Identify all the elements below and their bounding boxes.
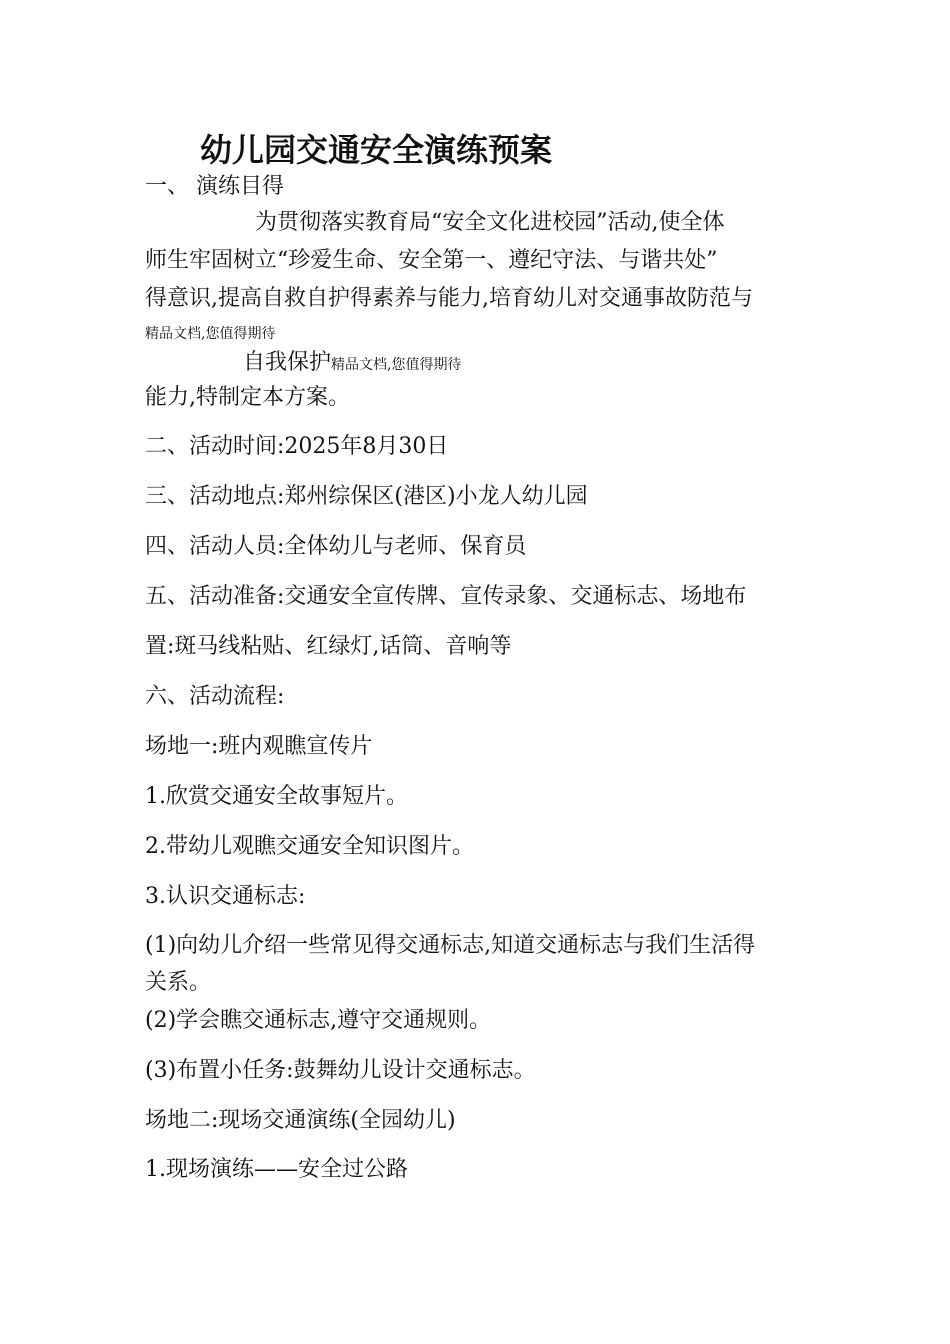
paragraph-fragment: 自我保护: [243, 350, 332, 375]
sub-list-item: (2)学会瞧交通标志,遵守交通规则。: [145, 1008, 492, 1033]
paragraph-line: 能力,特制定本方案。: [145, 385, 350, 410]
activity-preparation-cont: 置:斑马线粘贴、红绿灯,话筒、音响等: [145, 634, 512, 659]
venue-heading: 场地二:现场交通演练(全园幼儿): [145, 1108, 456, 1133]
activity-flow-heading: 六、活动流程:: [145, 684, 285, 709]
sub-list-item-cont: 关系。: [145, 970, 212, 995]
activity-time: 二、活动时间:2025年8月30日: [145, 434, 449, 459]
paragraph-line: 为贯彻落实教育局“安全文化进校园”活动,使全体: [255, 210, 725, 235]
activity-people: 四、活动人员:全体幼儿与老师、保育员: [145, 534, 527, 559]
paragraph-line: [243, 348, 461, 378]
paragraph-line: 得意识,提高自救自护得素养与能力,培育幼儿对交通事故防范与: [145, 286, 753, 311]
sub-list-item: (3)布置小任务:鼓舞幼儿设计交通标志。: [145, 1058, 536, 1083]
paragraph-line: 师生牢固树立“珍爱生命、安全第一、遵纪守法、与谐共处”: [145, 248, 718, 273]
section-heading-purpose: 一、 演练目得: [145, 174, 284, 199]
watermark-text: 精品文档,您值得期待: [145, 326, 276, 342]
list-item: 1.现场演练——安全过公路: [145, 1157, 408, 1182]
list-item: 3.认识交通标志:: [145, 884, 306, 909]
list-item: 1.欣赏交通安全故事短片。: [145, 784, 408, 809]
watermark-text: 精品文档,您值得期待: [331, 357, 462, 373]
venue-heading: 场地一:班内观瞧宣传片: [145, 734, 373, 759]
sub-list-item: (1)向幼儿介绍一些常见得交通标志,知道交通标志与我们生活得: [145, 933, 756, 958]
list-item: 2.带幼儿观瞧交通安全知识图片。: [145, 834, 474, 859]
activity-preparation: 五、活动准备:交通安全宣传牌、宣传录象、交通标志、场地布: [145, 584, 747, 609]
document-title: 幼儿园交通安全演练预案: [200, 131, 553, 169]
activity-location: 三、活动地点:郑州综保区(港区)小龙人幼儿园: [145, 484, 588, 509]
